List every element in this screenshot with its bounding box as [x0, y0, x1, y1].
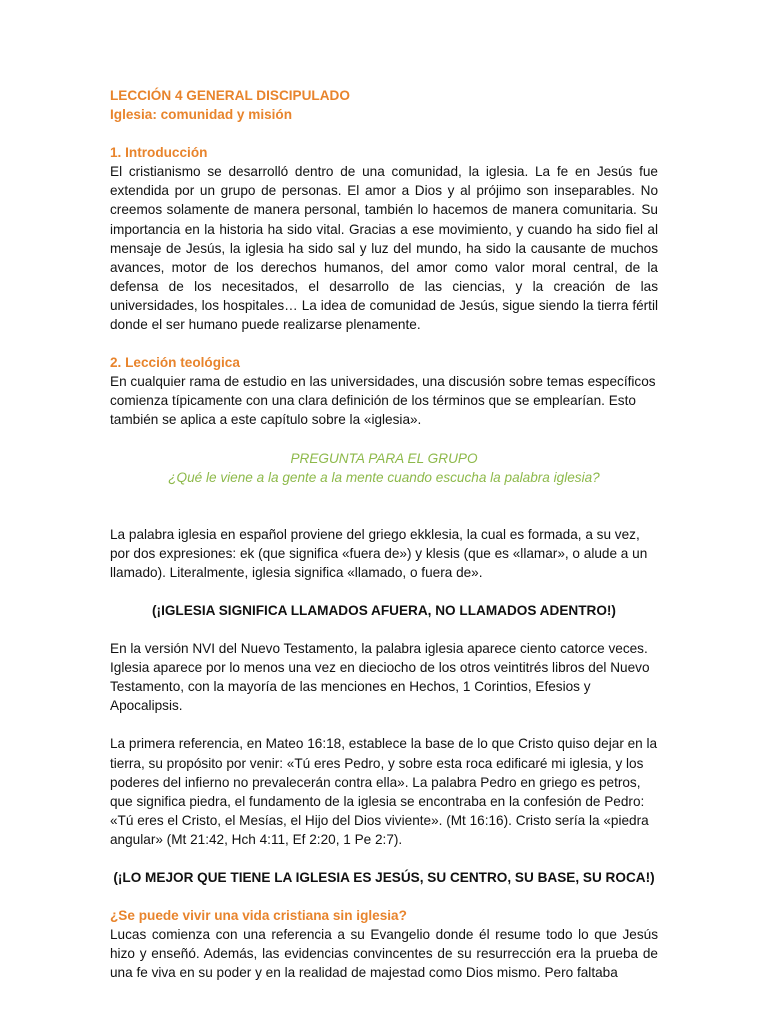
- document-page: [110, 86, 658, 982]
- group-question-label: PREGUNTA PARA EL GRUPO: [290, 450, 478, 466]
- paragraph-nvi: En la versión NVI del Nuevo Testamento, la palabra iglesia aparece ciento catorce veces. Iglesia aparece por lo menos una vez en dieciocho de los otros veintitrés libros del Nuevo Testamento, con la mayoría de las menciones en Hechos, 1 Corintios, Efesios y Apocalipsis.: [110, 641, 650, 714]
- lesson-subtitle: Iglesia: comunidad y misión: [110, 107, 293, 123]
- paragraph-mateo: La primera referencia, en Mateo 16:18, establece la base de lo que Cristo quiso dejar en la tierra, su propósito por venir: «Tú eres Pedro, y sobre esta roca edificaré mi iglesia, y los poderes del infierno no prevalecerán contra ella». La palabra Pedro en griego es petros, que significa piedra, el fundamento de la iglesia se encontraba en la confesión de Pedro: «Tú eres el Cristo, el Mesías, el Hijo del Dios viviente». (Mt 16:16). Cristo sería la «piedra angular» (Mt 21:42, Hch 4:11, Ef 2:20, 1 Pe 2:7).: [110, 736, 658, 847]
- lesson-title: LECCIÓN 4 GENERAL DISCIPULADO: [110, 88, 350, 103]
- paragraph-introduccion: El cristianismo se desarrolló dentro de una comunidad, la iglesia. La fe en Jesús fue extendida por un grupo de personas. El amor a Dios y al prójimo son inseparables. No creemos solamente de manera personal, también lo hacemos de manera comunitaria. Su importancia en la historia ha sido vital. Gracias a ese movimiento, y cuando ha sido fiel al mensaje de Jesús, la iglesia ha sido sal y luz del mundo, ha sido la causante de muchos avances, motor de los derechos humanos, del amor como valor moral central, de la defensa de los necesitados, el desarrollo de las ciencias, y la creación de las universidades, los hospitales… La idea de comunidad de Jesús, sigue siendo la tierra fértil donde el ser humano puede realizarse plenamente.: [110, 164, 658, 333]
- section-heading-vida-cristiana: ¿Se puede vivir una vida cristiana sin iglesia?: [110, 908, 407, 924]
- paragraph-vida-cristiana: Lucas comienza con una referencia a su Evangelio donde él resume todo lo que Jesús hizo y enseñó. Además, las evidencias convincentes de su resurrección era la prueba de una fe viva en su poder y en la realidad de majestad como Dios mismo. Pero faltaba: [110, 927, 658, 981]
- callout-llamados-afuera: (¡IGLESIA SIGNIFICA LLAMADOS AFUERA, NO LLAMADOS ADENTRO!): [152, 602, 616, 618]
- callout-jesus-roca: (¡LO MEJOR QUE TIENE LA IGLESIA ES JESÚS, SU CENTRO, SU BASE, SU ROCA!): [113, 870, 655, 885]
- group-question-text: ¿Qué le viene a la gente a la mente cuando escucha la palabra iglesia?: [168, 469, 600, 485]
- section-heading-leccion-teologica: 2. Lección teológica: [110, 355, 240, 371]
- section-heading-introduccion: 1. Introducción: [110, 145, 208, 161]
- paragraph-leccion-teologica: En cualquier rama de estudio en las universidades, una discusión sobre temas específicos comienza típicamente con una clara definición de los términos que se emplearían. Esto también se aplica a este capítulo sobre la «iglesia».: [110, 374, 656, 428]
- paragraph-etymology: La palabra iglesia en español proviene del griego ekklesia, la cual es formada, a su vez, por dos expresiones: ek (que significa «fuera de») y klesis (que es «llamar», o alude a un llamado). Literalmente, iglesia significa «llamado, o fuera de».: [110, 526, 648, 580]
